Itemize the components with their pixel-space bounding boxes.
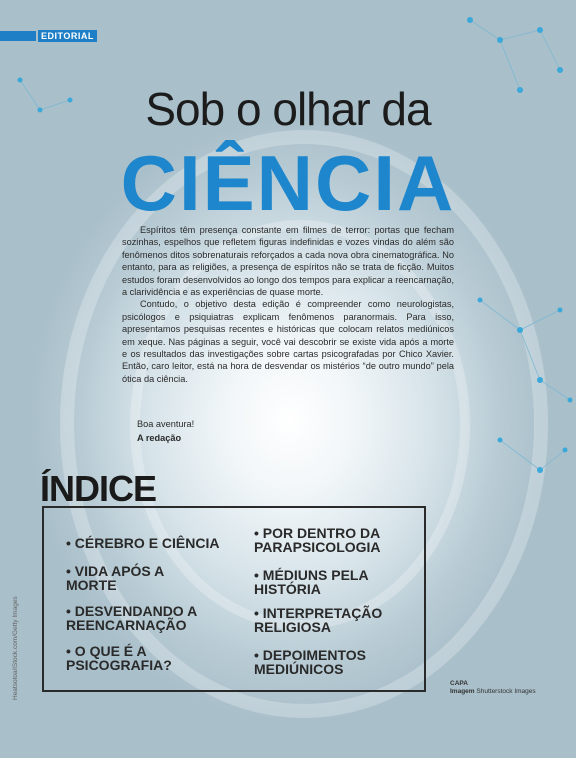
headline-line1: Sob o olhar da	[145, 83, 431, 135]
index-item[interactable]: • VIDA APÓS A MORTE	[66, 563, 164, 593]
cover-credit	[450, 680, 536, 696]
index-item[interactable]: • DEPOIMENTOS MEDIÚNICOS	[254, 647, 366, 677]
headline-line2: CIÊNCIA	[120, 139, 456, 227]
body-paragraph: Contudo, o objetivo desta edição é compreender como neurologistas, psicólogos e psiquiatras explicam fenômenos paranormais. Para isso, apresentamos pesquisas recentes e históricas que colocam relatos mediúnicos em xeque. Nas páginas a seguir, você vai descobrir se existe vida após a morte e os resultados das investigações sobre cartas psicografadas por Chico Xavier. Então, caro leitor, está na hora de desvendar os mistérios “de outro mundo” pela ótica da ciência.	[122, 299, 454, 384]
photo-credit: Heatsotoa/iStock.com/Getty Images	[12, 596, 19, 700]
index-item[interactable]: • O QUE É A PSICOGRAFIA?	[66, 643, 172, 673]
signoff	[137, 417, 194, 445]
index-title: ÍNDICE	[40, 468, 157, 509]
index-item[interactable]: • DESVENDANDO A REENCARNAÇÃO	[66, 603, 197, 633]
section-label: EDITORIAL	[38, 30, 97, 42]
capa-label: CAPA	[450, 680, 468, 687]
index-item[interactable]: • CÉREBRO E CIÊNCIA	[66, 535, 220, 551]
index-item[interactable]: • MÉDIUNS PELA HISTÓRIA	[254, 567, 369, 597]
body-paragraph: Espíritos têm presença constante em filmes de terror: portas que fecham sozinhas, espelhos que refletem figuras indefinidas e vozes vindas do além são fenômenos ditos sobrenaturais reforçados a cada nova obra cinematográfica. No entanto, para as religiões, a presença de espíritos não se trata de ficção. Muitos estudos foram desenvolvidos ao longo dos tempos para explicar a reencarnação, a clarividência e as experiências de quase morte.	[122, 225, 454, 298]
index-item[interactable]: • INTERPRETAÇÃO RELIGIOSA	[254, 605, 383, 635]
editorial-body	[122, 224, 454, 385]
greeting: Boa aventura!	[137, 419, 195, 429]
section-bar	[0, 31, 36, 41]
index-item[interactable]: • POR DENTRO DA PARAPSICOLOGIA	[254, 525, 381, 555]
section-tag	[0, 30, 97, 42]
capa-images-label: Imagem	[450, 688, 475, 695]
signature: A redação	[137, 433, 182, 443]
capa-images-value: Shutterstock Images	[476, 688, 536, 695]
